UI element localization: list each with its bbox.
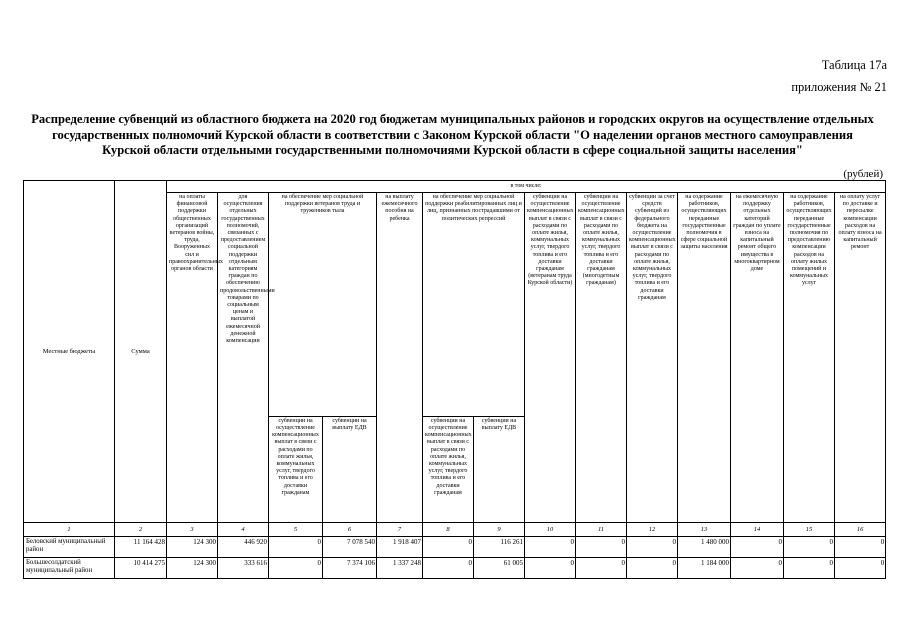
- table-cell: 0: [784, 557, 835, 578]
- header-col-12: субвенции за счет средств субвенций из федерального бюджета на осуществление компенсационных выплат в связи с расходами по оплате жилья, коммунальных услуг, твердого топлива и его доставки гражданам: [627, 193, 678, 523]
- column-number: 14: [731, 522, 784, 536]
- column-number: 16: [835, 522, 886, 536]
- table-cell: 0: [269, 557, 323, 578]
- header-col-14: на ежемесячную поддержку отдельных категорий граждан по уплате взноса на капитальный ремонт общего имущества в многоквартирном доме: [731, 193, 784, 523]
- header-local-budgets: Местные бюджеты: [24, 181, 115, 523]
- column-number: 12: [627, 522, 678, 536]
- table-cell: 333 616: [218, 557, 269, 578]
- header-col-15: на содержание работников, осуществляющих переданные государственные полномочия по предоставлению компенсации расходов на оплату жилых помещений и коммунальных услуг: [784, 193, 835, 523]
- header-col-11: субвенции на осуществление компенсационных выплат в связи с расходами по оплате жилья, коммунальных услуг, твердого топлива и его доставки гражданам (многодетным гражданам): [576, 193, 627, 523]
- column-number: 6: [323, 522, 377, 536]
- column-number: 8: [423, 522, 474, 536]
- document-title: Распределение субвенций из областного бюджета на 2020 год бюджетам муниципальных районов и городских округов на осуществление отдельных государственных полномочий Курской области в соответствии с Законом Курской области "О наделении органов местного самоуправления Курской области отдельными государственными полномочиями Курской области в сфере социальной защиты населения": [31, 112, 874, 157]
- column-numbers-row: [24, 522, 886, 536]
- table-cell: 11 164 428: [115, 536, 167, 557]
- header-sum: Сумма: [115, 181, 167, 523]
- table-cell: 0: [576, 557, 627, 578]
- table-label: Таблица 17а: [821, 58, 887, 72]
- municipality-name: Беловский муниципальный район: [24, 536, 115, 557]
- header-col-3: на оплаты финансовой поддержки общественных организаций ветеранов войны, труда, Вооруженных сил и правоохранительных органов области: [167, 193, 218, 523]
- table-cell: 7 078 540: [323, 536, 377, 557]
- table-cell: 0: [784, 536, 835, 557]
- table-cell: 0: [835, 557, 886, 578]
- column-number: 5: [269, 522, 323, 536]
- column-number: 13: [678, 522, 731, 536]
- column-number: 4: [218, 522, 269, 536]
- header-col-9: субвенции на выплату ЕДВ: [474, 416, 525, 522]
- table-cell: 116 261: [474, 536, 525, 557]
- table-cell: 1 184 000: [678, 557, 731, 578]
- column-number: 1: [24, 522, 115, 536]
- table-cell: 1 918 407: [377, 536, 423, 557]
- header-col-13: на содержание работников, осуществляющих переданные государственные полномочия в сфере социальной защиты населения: [678, 193, 731, 523]
- header-col-10: субвенции на осуществление компенсационных выплат в связи с расходами по оплате жилья, коммунальных услуг, твердого топлива и его доставки гражданам (ветеранам труда Курской области): [525, 193, 576, 523]
- table-cell: 1 480 000: [678, 536, 731, 557]
- header-col-16: на оплату услуг по доставке и пересылке компенсации расходов на оплату взноса на капитальный ремонт: [835, 193, 886, 523]
- table-cell: 10 414 275: [115, 557, 167, 578]
- table-cell: 0: [525, 536, 576, 557]
- column-number: 10: [525, 522, 576, 536]
- table-cell: 0: [731, 536, 784, 557]
- table-cell: 1 337 248: [377, 557, 423, 578]
- header-col-5: субвенции на осуществление компенсационных выплат в связи с расходами по оплате жилья, коммунальных услуг, твердого топлива и его доставки гражданам: [269, 416, 323, 522]
- table-cell: 7 374 106: [323, 557, 377, 578]
- column-number: 11: [576, 522, 627, 536]
- column-number: 2: [115, 522, 167, 536]
- table-cell: 0: [423, 536, 474, 557]
- header-group-8-9-spacer: [423, 224, 525, 417]
- header-group-8-9: на обеспечение мер социальной поддержки реабилитированных лиц и лиц, признанных пострадавшими от политических репрессий: [423, 193, 525, 224]
- column-number: 3: [167, 522, 218, 536]
- table-cell: 124 300: [167, 557, 218, 578]
- municipality-name: Большесолдатский муниципальный район: [24, 557, 115, 578]
- table-cell: 124 300: [167, 536, 218, 557]
- column-number: 9: [474, 522, 525, 536]
- table-cell: 61 005: [474, 557, 525, 578]
- column-number: 7: [377, 522, 423, 536]
- header-group-5-6: на обеспечение мер социальной поддержки ветеранов труда и тружеников тыла: [269, 193, 377, 224]
- header-col-8: субвенции на осуществление компенсационных выплат в связи с расходами по оплате жилья, коммунальных услуг, твердого топлива и его доставки гражданам: [423, 416, 474, 522]
- column-number: 15: [784, 522, 835, 536]
- table-cell: 0: [576, 536, 627, 557]
- table-cell: 0: [423, 557, 474, 578]
- header-col-6: субвенции на выплату ЕДВ: [323, 416, 377, 522]
- header-col-4: для осуществления отдельных государственных полномочий, связанных с предоставлением социальной поддержки отдельным категориям граждан по обеспечению продовольственными товарами по социальным ценам и выплатой ежемесячной денежной компенсации: [218, 193, 269, 523]
- table-cell: 446 920: [218, 536, 269, 557]
- table-row: [24, 557, 886, 578]
- header-col-7: на выплату ежемесячного пособия на ребенка: [377, 193, 423, 523]
- subventions-table: [23, 180, 886, 579]
- table-cell: 0: [731, 557, 784, 578]
- units-label: (рублей): [843, 168, 883, 180]
- header-including: в том числе:: [167, 181, 886, 193]
- appendix-label: приложения № 21: [791, 80, 887, 94]
- table-cell: 0: [835, 536, 886, 557]
- table-cell: 0: [627, 536, 678, 557]
- table-cell: 0: [269, 536, 323, 557]
- table-cell: 0: [525, 557, 576, 578]
- table-cell: 0: [627, 557, 678, 578]
- table-row: [24, 536, 886, 557]
- header-group-5-6-spacer: [269, 224, 377, 417]
